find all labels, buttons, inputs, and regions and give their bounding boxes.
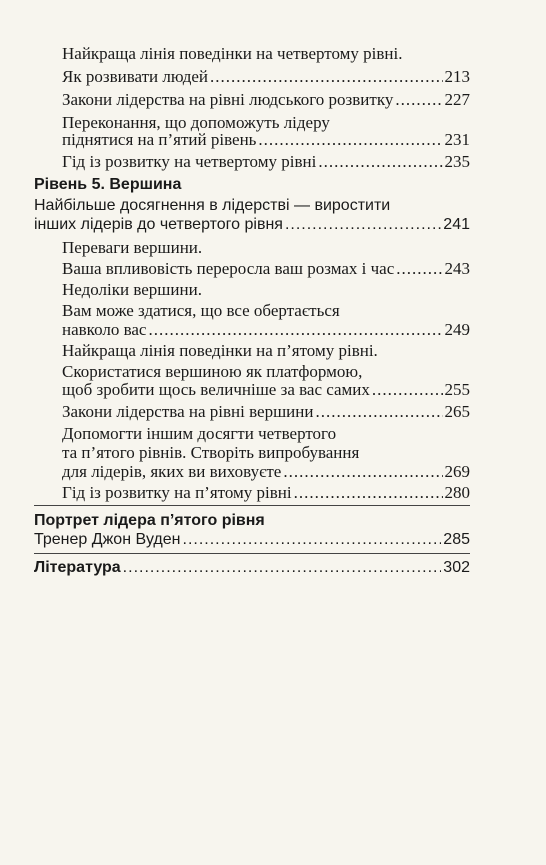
toc-entry-text: Закони лідерства на рівні людського розвитку bbox=[62, 90, 394, 109]
toc-page-number: 241 bbox=[443, 216, 470, 233]
toc-entry bbox=[62, 90, 470, 110]
toc-entry-text: Тренер Джон Вуден bbox=[34, 531, 181, 548]
toc-entry-text: Гід із розвитку на п’ятому рівні bbox=[62, 483, 292, 502]
leader-dots bbox=[258, 130, 442, 150]
toc-entry-text: для лідерів, яких ви виховуєте bbox=[62, 462, 282, 481]
toc-entry-text: Гід із розвитку на четвертому рівні bbox=[62, 152, 317, 171]
section-intro-line: Найбільше досягнення в лідерстві — виростити bbox=[34, 197, 391, 214]
toc-entry bbox=[62, 402, 470, 422]
toc-entry-text: Закони лідерства на рівні вершини bbox=[62, 402, 314, 421]
leader-dots bbox=[283, 462, 442, 482]
toc-entry-text: Скористатися вершиною як платформою, bbox=[62, 362, 363, 381]
toc-entry bbox=[62, 44, 470, 64]
leader-dots bbox=[294, 483, 443, 503]
toc-entry bbox=[62, 259, 470, 279]
toc-entry-text: та п’ятого рівнів. Створіть випробування bbox=[62, 443, 360, 462]
separator-line bbox=[34, 505, 470, 506]
toc-entry-text: Як розвивати людей bbox=[62, 67, 208, 86]
toc-page-number: 235 bbox=[444, 152, 470, 171]
toc-entry bbox=[62, 424, 470, 444]
toc-page-number: 265 bbox=[444, 402, 470, 421]
toc-entry-text: Найкраща лінія поведінки на п’ятому рівні. bbox=[62, 341, 378, 360]
toc-entry bbox=[62, 238, 470, 258]
toc-page-number: 302 bbox=[443, 559, 470, 576]
section-heading: Рівень 5. Вершина bbox=[34, 176, 182, 193]
toc-entry bbox=[62, 341, 470, 361]
toc-entry bbox=[62, 130, 470, 150]
toc-entry bbox=[62, 152, 470, 172]
toc-entry bbox=[62, 443, 470, 463]
toc-entry bbox=[34, 531, 470, 549]
leader-dots bbox=[183, 531, 442, 549]
toc-page-number: 255 bbox=[444, 380, 470, 399]
toc-entry bbox=[34, 559, 470, 577]
leader-dots bbox=[315, 402, 442, 422]
toc-page-number: 249 bbox=[444, 320, 470, 339]
leader-dots bbox=[396, 259, 442, 279]
toc-page-number: 243 bbox=[444, 259, 470, 278]
toc-entry bbox=[62, 380, 470, 400]
toc-entry bbox=[62, 320, 470, 340]
leader-dots bbox=[372, 380, 443, 400]
toc-entry-text: Переваги вершини. bbox=[62, 238, 203, 257]
toc-entry bbox=[62, 483, 470, 503]
toc-page-number: 227 bbox=[444, 90, 470, 109]
toc-entry-text: Найкраща лінія поведінки на четвертому рівні. bbox=[62, 44, 403, 63]
leader-dots bbox=[148, 320, 442, 340]
leader-dots bbox=[285, 216, 441, 234]
toc-entry-text: Допомогти іншим досягти четвертого bbox=[62, 424, 337, 443]
toc-entry bbox=[62, 280, 470, 300]
toc-entry bbox=[62, 301, 470, 321]
leader-dots bbox=[318, 152, 442, 172]
toc-page-number: 280 bbox=[444, 483, 470, 502]
toc-page-number: 213 bbox=[444, 67, 470, 86]
toc-entry-text: Переконання, що допоможуть лідеру bbox=[62, 113, 330, 132]
toc-entry bbox=[62, 67, 470, 87]
section-heading: Портрет лідера п’ятого рівня bbox=[34, 512, 265, 529]
toc-entry bbox=[62, 462, 470, 482]
toc-entry-text: навколо вас bbox=[62, 320, 147, 339]
toc-entry-text: Недоліки вершини. bbox=[62, 280, 202, 299]
toc-page-number: 231 bbox=[444, 130, 470, 149]
toc-entry-text: піднятися на п’ятий рівень bbox=[62, 130, 257, 149]
section-intro-entry bbox=[34, 216, 470, 234]
toc-entry-text: Вам може здатися, що все обертається bbox=[62, 301, 340, 320]
leader-dots bbox=[210, 67, 443, 87]
toc-page-number: 269 bbox=[444, 462, 470, 481]
toc-entry-text: інших лідерів до четвертого рівня bbox=[34, 216, 283, 233]
separator-line bbox=[34, 553, 470, 554]
leader-dots bbox=[123, 559, 442, 577]
toc-page-number: 285 bbox=[443, 531, 470, 548]
toc-entry bbox=[62, 362, 470, 382]
toc-entry-text: Ваша впливовість переросла ваш розмах і час bbox=[62, 259, 395, 278]
toc-entry-text: щоб зробити щось величніше за вас самих bbox=[62, 380, 370, 399]
leader-dots bbox=[395, 90, 442, 110]
toc-entry-text: Література bbox=[34, 559, 121, 576]
